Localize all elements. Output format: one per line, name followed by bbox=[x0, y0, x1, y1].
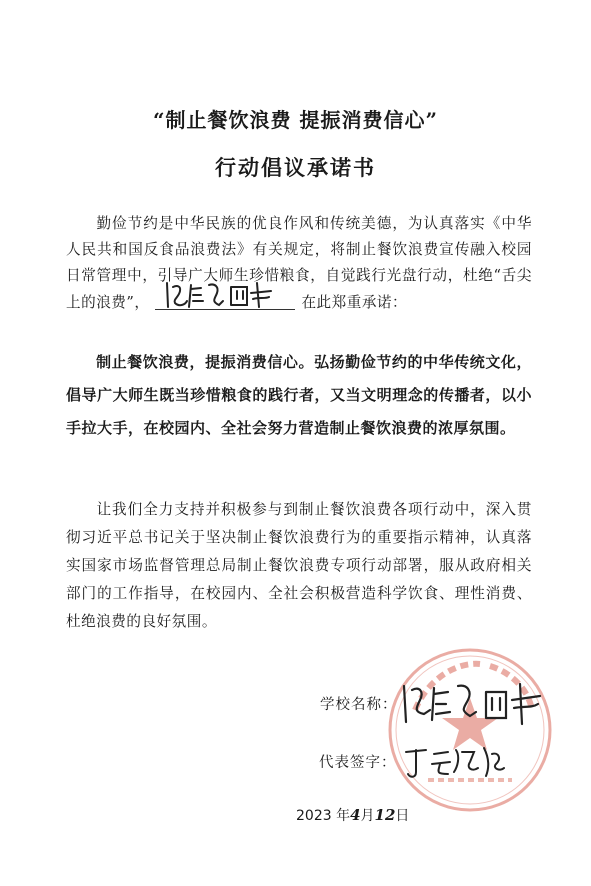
school-name-signature bbox=[396, 678, 546, 728]
paragraph-pledge bbox=[66, 346, 532, 445]
date-year-char: 年 bbox=[336, 808, 351, 824]
date-day-char: 日 bbox=[395, 808, 410, 824]
official-seal-stamp bbox=[380, 640, 560, 820]
paragraph-intro-text: 勤俭节约是中华民族的优良作风和传统美德，为认真落实《中华人民共和国反食品浪费法》有关规定，将制止餐饮浪费宣传融入校园日常管理中，引导广大师生珍惜粮食，自觉践行光盘行动，杜绝“舌尖上的浪费”， bbox=[66, 215, 532, 311]
representative-signature-label: 代表签字： bbox=[319, 755, 397, 771]
document-title: “制止餐饮浪费 提振消费信心” bbox=[153, 108, 438, 132]
school-name-label: 学校名称： bbox=[320, 697, 398, 713]
paragraph-intro-tail: 在此郑重承诺： bbox=[301, 294, 408, 311]
date-day: 12 bbox=[374, 806, 396, 824]
inline-signature-line bbox=[155, 289, 295, 310]
paragraph-call-to-action bbox=[66, 496, 532, 636]
signing-date bbox=[296, 805, 409, 825]
paragraph-pledge-text: 制止餐饮浪费，提振消费信心。弘扬勤俭节约的中华传统文化，倡导广大师生既当珍惜粮食的践行者，又当文明理念的传播者，以小手拉大手，在校园内、全社会努力营造制止餐饮浪费的浓厚氛围。 bbox=[66, 353, 532, 437]
inline-handwritten-signature bbox=[161, 277, 291, 311]
date-month-char: 月 bbox=[360, 808, 375, 824]
date-month: 4 bbox=[350, 806, 361, 824]
paragraph-intro bbox=[66, 211, 532, 316]
representative-handwritten-signature bbox=[400, 742, 510, 782]
date-year: 2023 bbox=[296, 808, 332, 824]
paragraph-call-text: 让我们全力支持并积极参与到制止餐饮浪费各项行动中，深入贯彻习近平总书记关于坚决制止餐饮浪费行为的重要指示精神，认真落实国家市场监督管理总局制止餐饮浪费专项行动部署，服从政府相关部门的工作指导，在校园内、全社会积极营造科学饮食、理性消费、杜绝浪费的良好氛围。 bbox=[66, 501, 532, 630]
document-subtitle: 行动倡议承诺书 bbox=[215, 155, 376, 180]
